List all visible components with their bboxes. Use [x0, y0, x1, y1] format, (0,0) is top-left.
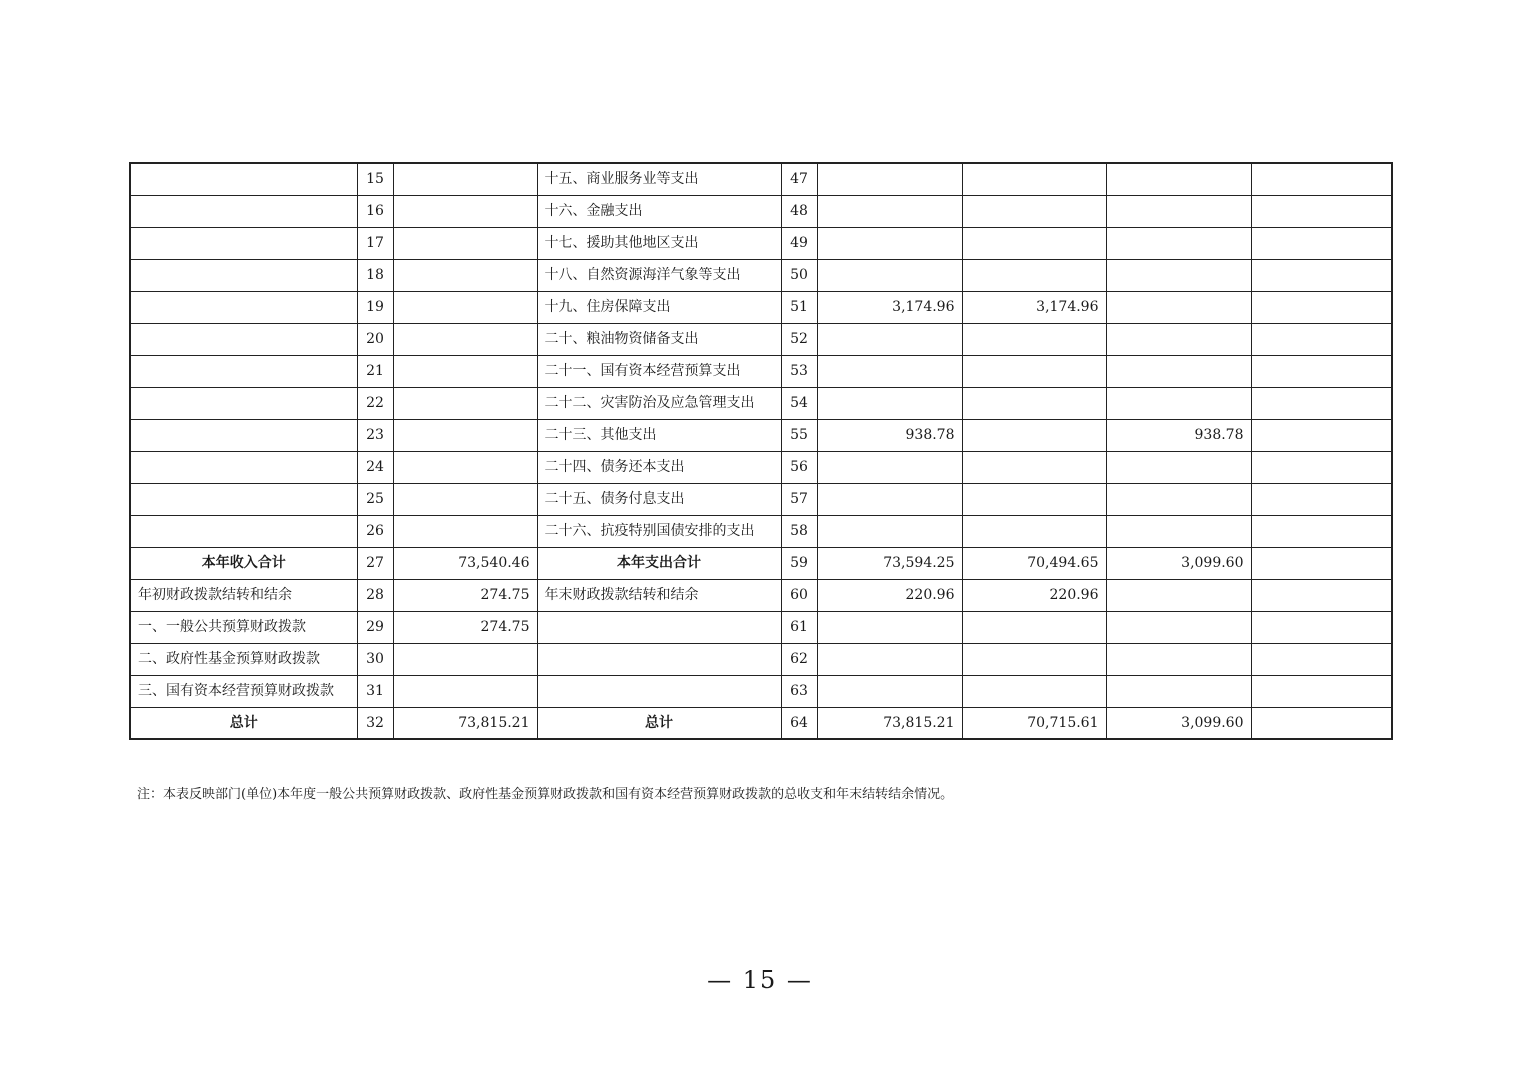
expense-line-no-cell: 54 — [781, 387, 817, 419]
gov-fund-budget-cell — [1106, 259, 1251, 291]
page-number: — 15 — — [707, 966, 813, 994]
state-capital-budget-cell — [1251, 483, 1392, 515]
income-line-no-cell: 17 — [357, 227, 393, 259]
expense-item-cell: 二十一、国有资本经营预算支出 — [537, 355, 781, 387]
income-line-no-cell: 20 — [357, 323, 393, 355]
gov-fund-budget-cell — [1106, 355, 1251, 387]
expense-line-no-cell: 60 — [781, 579, 817, 611]
table-row — [130, 611, 1392, 643]
expense-total-cell: 938.78 — [817, 419, 962, 451]
gov-fund-budget-cell — [1106, 387, 1251, 419]
expense-total-cell — [817, 227, 962, 259]
table-row — [130, 579, 1392, 611]
table-row — [130, 387, 1392, 419]
expense-total-cell — [817, 355, 962, 387]
table-row — [130, 195, 1392, 227]
general-budget-cell — [962, 451, 1106, 483]
income-item-cell — [130, 195, 357, 227]
expense-item-cell: 二十、粮油物资储备支出 — [537, 323, 781, 355]
expense-item-cell: 本年支出合计 — [537, 547, 781, 579]
expense-total-cell — [817, 515, 962, 547]
general-budget-cell — [962, 227, 1106, 259]
table-row — [130, 515, 1392, 547]
income-item-cell: 本年收入合计 — [130, 547, 357, 579]
income-line-no-cell: 28 — [357, 579, 393, 611]
income-item-cell — [130, 291, 357, 323]
expense-total-cell: 220.96 — [817, 579, 962, 611]
state-capital-budget-cell — [1251, 675, 1392, 707]
expense-line-no-cell: 59 — [781, 547, 817, 579]
income-line-no-cell: 26 — [357, 515, 393, 547]
income-line-no-cell: 23 — [357, 419, 393, 451]
state-capital-budget-cell — [1251, 355, 1392, 387]
table-row — [130, 451, 1392, 483]
general-budget-cell — [962, 675, 1106, 707]
income-amount-cell: 73,540.46 — [393, 547, 537, 579]
state-capital-budget-cell — [1251, 451, 1392, 483]
income-amount-cell — [393, 195, 537, 227]
expense-item-cell: 十九、住房保障支出 — [537, 291, 781, 323]
expense-total-cell — [817, 611, 962, 643]
expense-item-cell: 二十四、债务还本支出 — [537, 451, 781, 483]
state-capital-budget-cell — [1251, 579, 1392, 611]
income-line-no-cell: 22 — [357, 387, 393, 419]
income-item-cell: 一、一般公共预算财政拨款 — [130, 611, 357, 643]
income-amount-cell — [393, 419, 537, 451]
table-row — [130, 643, 1392, 675]
income-line-no-cell: 24 — [357, 451, 393, 483]
state-capital-budget-cell — [1251, 291, 1392, 323]
gov-fund-budget-cell — [1106, 163, 1251, 195]
income-line-no-cell: 30 — [357, 643, 393, 675]
expense-item-cell: 十五、商业服务业等支出 — [537, 163, 781, 195]
general-budget-cell — [962, 323, 1106, 355]
gov-fund-budget-cell: 3,099.60 — [1106, 707, 1251, 739]
gov-fund-budget-cell — [1106, 611, 1251, 643]
table-row — [130, 259, 1392, 291]
expense-total-cell: 73,815.21 — [817, 707, 962, 739]
general-budget-cell — [962, 259, 1106, 291]
expense-item-cell: 二十五、债务付息支出 — [537, 483, 781, 515]
expense-line-no-cell: 62 — [781, 643, 817, 675]
gov-fund-budget-cell — [1106, 515, 1251, 547]
income-amount-cell: 274.75 — [393, 611, 537, 643]
income-amount-cell — [393, 643, 537, 675]
income-line-no-cell: 25 — [357, 483, 393, 515]
expense-line-no-cell: 52 — [781, 323, 817, 355]
general-budget-cell — [962, 611, 1106, 643]
expense-line-no-cell: 48 — [781, 195, 817, 227]
expense-item-cell: 十六、金融支出 — [537, 195, 781, 227]
income-amount-cell — [393, 387, 537, 419]
budget-table — [129, 162, 1393, 740]
table-row — [130, 547, 1392, 579]
expense-total-cell — [817, 259, 962, 291]
income-amount-cell — [393, 515, 537, 547]
income-item-cell — [130, 163, 357, 195]
table-row — [130, 419, 1392, 451]
general-budget-cell — [962, 355, 1106, 387]
income-item-cell — [130, 451, 357, 483]
income-line-no-cell: 18 — [357, 259, 393, 291]
expense-line-no-cell: 63 — [781, 675, 817, 707]
income-item-cell — [130, 227, 357, 259]
table-row — [130, 323, 1392, 355]
income-amount-cell: 274.75 — [393, 579, 537, 611]
income-line-no-cell: 16 — [357, 195, 393, 227]
income-line-no-cell: 15 — [357, 163, 393, 195]
table-note: 注：本表反映部门(单位)本年度一般公共预算财政拨款、政府性基金预算财政拨款和国有资本经营预算财政拨款的总收支和年末结转结余情况。 — [137, 787, 954, 802]
income-line-no-cell: 31 — [357, 675, 393, 707]
income-amount-cell — [393, 483, 537, 515]
income-line-no-cell: 32 — [357, 707, 393, 739]
expense-total-cell: 73,594.25 — [817, 547, 962, 579]
state-capital-budget-cell — [1251, 259, 1392, 291]
expense-line-no-cell: 53 — [781, 355, 817, 387]
general-budget-cell — [962, 419, 1106, 451]
income-item-cell — [130, 419, 357, 451]
general-budget-cell: 70,494.65 — [962, 547, 1106, 579]
expense-line-no-cell: 49 — [781, 227, 817, 259]
gov-fund-budget-cell — [1106, 291, 1251, 323]
state-capital-budget-cell — [1251, 707, 1392, 739]
expense-line-no-cell: 50 — [781, 259, 817, 291]
table-row — [130, 355, 1392, 387]
state-capital-budget-cell — [1251, 387, 1392, 419]
income-item-cell: 二、政府性基金预算财政拨款 — [130, 643, 357, 675]
income-amount-cell — [393, 675, 537, 707]
expense-item-cell: 十七、援助其他地区支出 — [537, 227, 781, 259]
general-budget-cell: 70,715.61 — [962, 707, 1106, 739]
expense-item-cell: 二十二、灾害防治及应急管理支出 — [537, 387, 781, 419]
gov-fund-budget-cell — [1106, 323, 1251, 355]
table-row — [130, 675, 1392, 707]
income-amount-cell — [393, 227, 537, 259]
expense-item-cell: 总计 — [537, 707, 781, 739]
expense-item-cell — [537, 643, 781, 675]
expense-line-no-cell: 64 — [781, 707, 817, 739]
expense-total-cell — [817, 387, 962, 419]
state-capital-budget-cell — [1251, 643, 1392, 675]
expense-item-cell: 二十六、抗疫特别国债安排的支出 — [537, 515, 781, 547]
expense-item-cell — [537, 675, 781, 707]
general-budget-cell — [962, 195, 1106, 227]
income-item-cell — [130, 355, 357, 387]
income-item-cell — [130, 515, 357, 547]
expense-total-cell — [817, 483, 962, 515]
table-row — [130, 163, 1392, 195]
income-line-no-cell: 21 — [357, 355, 393, 387]
income-line-no-cell: 29 — [357, 611, 393, 643]
expense-total-cell — [817, 643, 962, 675]
gov-fund-budget-cell — [1106, 227, 1251, 259]
table-row — [130, 291, 1392, 323]
gov-fund-budget-cell — [1106, 483, 1251, 515]
expense-item-cell: 二十三、其他支出 — [537, 419, 781, 451]
expense-line-no-cell: 58 — [781, 515, 817, 547]
income-amount-cell — [393, 323, 537, 355]
income-item-cell — [130, 259, 357, 291]
state-capital-budget-cell — [1251, 227, 1392, 259]
income-amount-cell — [393, 355, 537, 387]
income-amount-cell — [393, 451, 537, 483]
expense-line-no-cell: 47 — [781, 163, 817, 195]
expense-total-cell — [817, 163, 962, 195]
gov-fund-budget-cell — [1106, 195, 1251, 227]
general-budget-cell — [962, 515, 1106, 547]
expense-total-cell — [817, 675, 962, 707]
income-amount-cell — [393, 163, 537, 195]
expense-total-cell: 3,174.96 — [817, 291, 962, 323]
state-capital-budget-cell — [1251, 323, 1392, 355]
gov-fund-budget-cell: 938.78 — [1106, 419, 1251, 451]
income-item-cell: 三、国有资本经营预算财政拨款 — [130, 675, 357, 707]
state-capital-budget-cell — [1251, 419, 1392, 451]
state-capital-budget-cell — [1251, 547, 1392, 579]
income-line-no-cell: 19 — [357, 291, 393, 323]
table-row — [130, 227, 1392, 259]
expense-total-cell — [817, 451, 962, 483]
gov-fund-budget-cell — [1106, 675, 1251, 707]
income-item-cell: 年初财政拨款结转和结余 — [130, 579, 357, 611]
table-row — [130, 483, 1392, 515]
general-budget-cell: 220.96 — [962, 579, 1106, 611]
expense-line-no-cell: 57 — [781, 483, 817, 515]
expense-total-cell — [817, 195, 962, 227]
income-amount-cell — [393, 259, 537, 291]
gov-fund-budget-cell — [1106, 579, 1251, 611]
income-amount-cell — [393, 291, 537, 323]
state-capital-budget-cell — [1251, 163, 1392, 195]
expense-item-cell — [537, 611, 781, 643]
general-budget-cell — [962, 387, 1106, 419]
state-capital-budget-cell — [1251, 611, 1392, 643]
table-body — [130, 163, 1392, 739]
table-row — [130, 707, 1392, 739]
gov-fund-budget-cell — [1106, 451, 1251, 483]
expense-line-no-cell: 61 — [781, 611, 817, 643]
income-item-cell — [130, 323, 357, 355]
gov-fund-budget-cell: 3,099.60 — [1106, 547, 1251, 579]
expense-line-no-cell: 55 — [781, 419, 817, 451]
general-budget-cell — [962, 163, 1106, 195]
gov-fund-budget-cell — [1106, 643, 1251, 675]
general-budget-cell — [962, 643, 1106, 675]
expense-item-cell: 年末财政拨款结转和结余 — [537, 579, 781, 611]
state-capital-budget-cell — [1251, 515, 1392, 547]
income-item-cell: 总计 — [130, 707, 357, 739]
income-line-no-cell: 27 — [357, 547, 393, 579]
expense-total-cell — [817, 323, 962, 355]
expense-line-no-cell: 56 — [781, 451, 817, 483]
income-item-cell — [130, 483, 357, 515]
state-capital-budget-cell — [1251, 195, 1392, 227]
general-budget-cell — [962, 483, 1106, 515]
expense-item-cell: 十八、自然资源海洋气象等支出 — [537, 259, 781, 291]
expense-line-no-cell: 51 — [781, 291, 817, 323]
general-budget-cell: 3,174.96 — [962, 291, 1106, 323]
income-amount-cell: 73,815.21 — [393, 707, 537, 739]
income-item-cell — [130, 387, 357, 419]
